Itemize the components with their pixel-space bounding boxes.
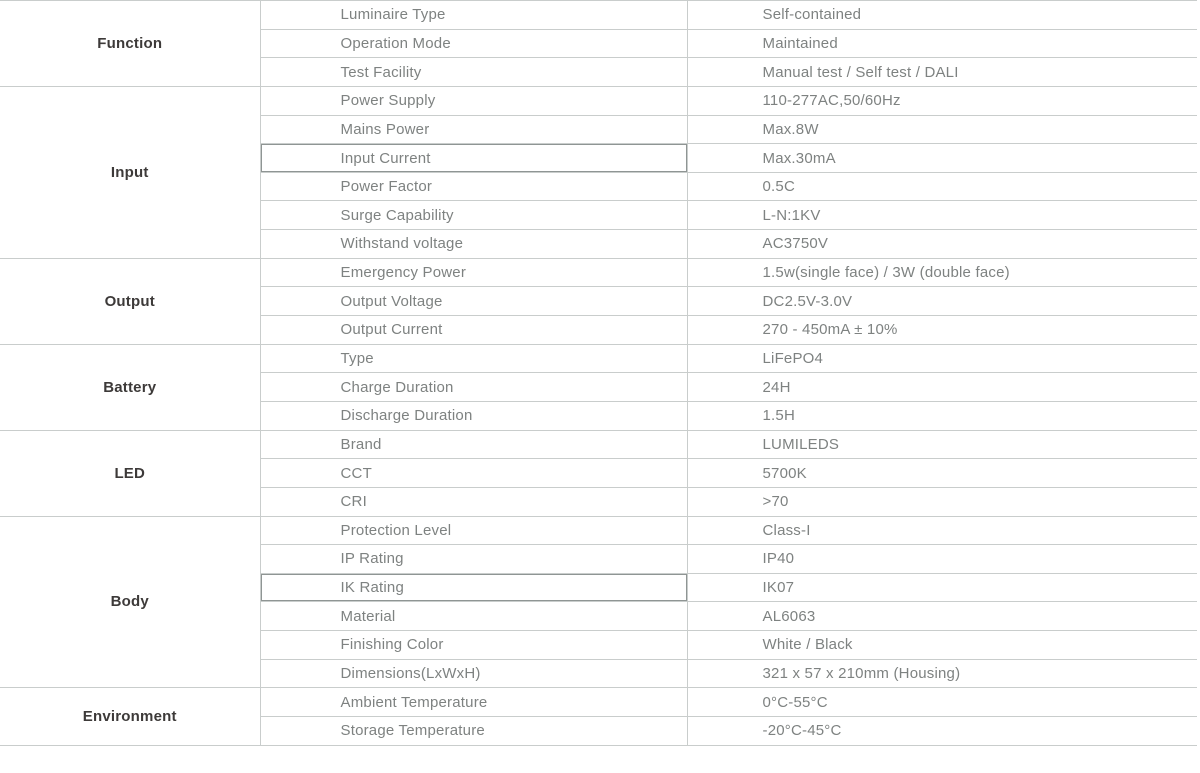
parameter-cell: Output Voltage [260,287,687,316]
parameter-cell: Finishing Color [260,631,687,660]
parameter-cell: Charge Duration [260,373,687,402]
value-cell: IP40 [687,545,1197,574]
table-row [0,86,1197,115]
value-cell: 0°C-55°C [687,688,1197,717]
category-cell: Input [0,86,260,258]
parameter-cell: Power Factor [260,172,687,201]
value-cell: 24H [687,373,1197,402]
category-cell: LED [0,430,260,516]
table-row [0,688,1197,717]
value-cell: Max.8W [687,115,1197,144]
category-cell: Function [0,1,260,87]
parameter-cell: IP Rating [260,545,687,574]
parameter-cell: Power Supply [260,86,687,115]
parameter-cell: Brand [260,430,687,459]
table-row [0,516,1197,545]
value-cell: LUMILEDS [687,430,1197,459]
value-cell: AC3750V [687,230,1197,259]
parameter-cell: Emergency Power [260,258,687,287]
parameter-cell: Operation Mode [260,29,687,58]
category-cell: Body [0,516,260,688]
parameter-cell: IK Rating [260,573,687,602]
value-cell: LiFePO4 [687,344,1197,373]
value-cell: 321 x 57 x 210mm (Housing) [687,659,1197,688]
parameter-cell: Output Current [260,316,687,345]
value-cell: DC2.5V-3.0V [687,287,1197,316]
value-cell: AL6063 [687,602,1197,631]
value-cell: Max.30mA [687,144,1197,173]
parameter-cell: CCT [260,459,687,488]
parameter-cell: Input Current [260,144,687,173]
parameter-cell: Dimensions(LxWxH) [260,659,687,688]
parameter-cell: Protection Level [260,516,687,545]
value-cell: 1.5w(single face) / 3W (double face) [687,258,1197,287]
parameter-cell: Storage Temperature [260,717,687,746]
parameter-cell: Withstand voltage [260,230,687,259]
value-cell: -20°C-45°C [687,717,1197,746]
parameter-cell: CRI [260,487,687,516]
value-cell: Maintained [687,29,1197,58]
value-cell: 0.5C [687,172,1197,201]
parameter-cell: Ambient Temperature [260,688,687,717]
value-cell: White / Black [687,631,1197,660]
parameter-cell: Test Facility [260,58,687,87]
value-cell: Class-I [687,516,1197,545]
value-cell: Self-contained [687,1,1197,30]
value-cell: 1.5H [687,401,1197,430]
table-row [0,344,1197,373]
category-cell: Battery [0,344,260,430]
parameter-cell: Luminaire Type [260,1,687,30]
category-cell: Output [0,258,260,344]
parameter-cell: Mains Power [260,115,687,144]
category-cell: Environment [0,688,260,745]
value-cell: 5700K [687,459,1197,488]
value-cell: 270 - 450mA ± 10% [687,316,1197,345]
table-row [0,1,1197,30]
value-cell: IK07 [687,573,1197,602]
table-row [0,258,1197,287]
parameter-cell: Discharge Duration [260,401,687,430]
value-cell: 110-277AC,50/60Hz [687,86,1197,115]
value-cell: >70 [687,487,1197,516]
value-cell: Manual test / Self test / DALI [687,58,1197,87]
parameter-cell: Type [260,344,687,373]
table-row [0,430,1197,459]
parameter-cell: Material [260,602,687,631]
parameter-cell: Surge Capability [260,201,687,230]
specification-table-body [0,1,1197,746]
value-cell: L-N:1KV [687,201,1197,230]
